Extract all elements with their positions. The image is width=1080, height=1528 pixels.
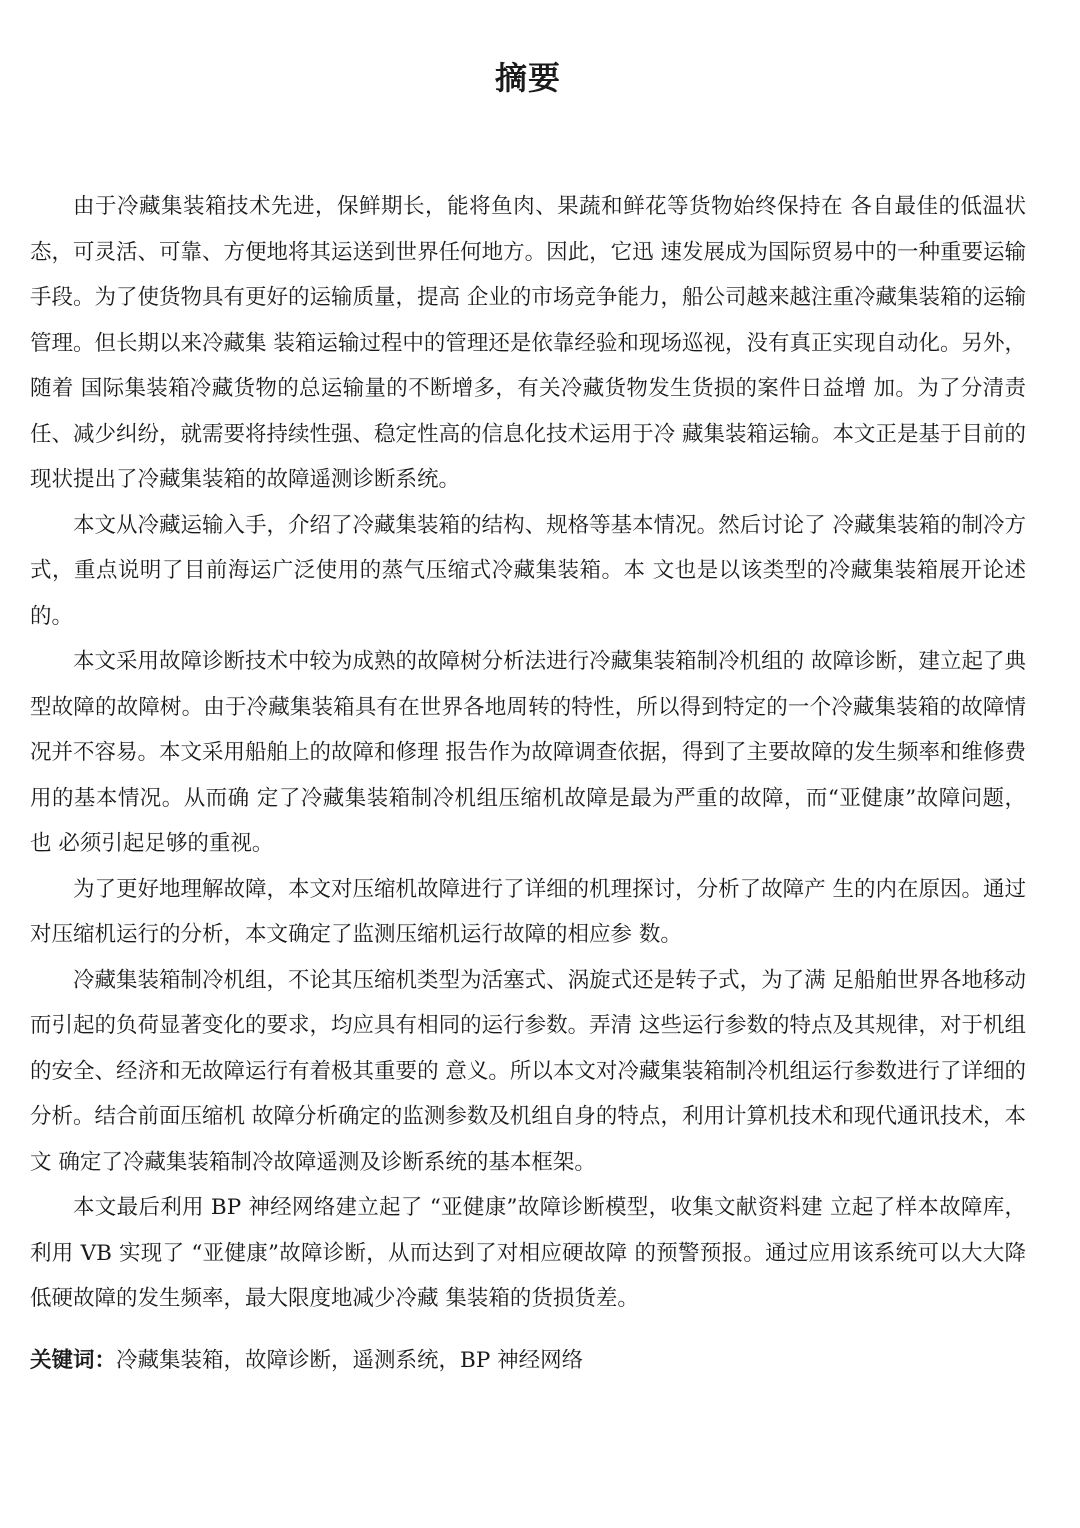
abstract-paragraph-5: 冷藏集装箱制冷机组，不论其压缩机类型为活塞式、涡旋式还是转子式，为了满 足船舶世界各地移动而引起的负荷显著变化的要求，均应具有相同的运行参数。弄清 这些运行参数的特点及其规律，对于机组的安全、经济和无故障运行有着极其重要的 意义。所以本文对冷藏集装箱制冷机组运行参数进行了详细的分析。结合前面压缩机 故障分析确定的监测参数及机组自身的特点，利用计算机技术和现代通讯技术，本文 确定了冷藏集装箱制冷故障遥测及诊断系统的基本框架。: [30, 967, 1026, 1175]
abstract-paragraph-4: 为了更好地理解故障，本文对压缩机故障进行了详细的机理探讨，分析了故障产 生的内在原因。通过对压缩机运行的分析，本文确定了监测压缩机运行故障的相应参 数。: [30, 876, 1026, 947]
abstract-body: [30, 184, 1026, 1322]
abstract-paragraph-6: 本文最后利用 BP 神经网络建立起了 “亚健康”故障诊断模型，收集文献资料建 立起了样本故障库，利用 VB 实现了 “亚健康”故障诊断，从而达到了对相应硬故障 的预警预报。通过应用该系统可以大大降低硬故障的发生频率，最大限度地减少冷藏 集装箱的货损货差。: [30, 1195, 1026, 1311]
keywords-value: 冷藏集装箱，故障诊断，遥测系统，BP 神经网络: [116, 1347, 584, 1373]
page-title: 摘要: [494, 59, 561, 97]
abstract-paragraph-3: 本文采用故障诊断技术中较为成熟的故障树分析法进行冷藏集装箱制冷机组的 故障诊断，建立起了典型故障的故障树。由于冷藏集装箱具有在世界各地周转的特性，所以得到特定的一个冷藏集装箱的故障情况并不容易。本文采用船舶上的故障和修理 报告作为故障调查依据，得到了主要故障的发生频率和维修费用的基本情况。从而确 定了冷藏集装箱制冷机组压缩机故障是最为严重的故障，而“亚健康”故障问题，也 必须引起足够的重视。: [30, 649, 1026, 856]
keywords-label: 关键词：: [30, 1347, 117, 1373]
keywords-line: [30, 1338, 1026, 1384]
abstract-paragraph-2: 本文从冷藏运输入手，介绍了冷藏集装箱的结构、规格等基本情况。然后讨论了 冷藏集装箱的制冷方式，重点说明了目前海运广泛使用的蒸气压缩式冷藏集装箱。本 文也是以该类型的冷藏集装箱展开论述的。: [30, 512, 1026, 629]
abstract-paragraph-1: 由于冷藏集装箱技术先进，保鲜期长，能将鱼肉、果蔬和鲜花等货物始终保持在 各自最佳的低温状态，可灵活、可靠、方便地将其运送到世界任何地方。因此，它迅 速发展成为国际贸易中的一种重要运输手段。为了使货物具有更好的运输质量，提高 企业的市场竞争能力，船公司越来越注重冷藏集装箱的运输管理。但长期以来冷藏集 装箱运输过程中的管理还是依靠经验和现场巡视，没有真正实现自动化。另外，随着 国际集装箱冷藏货物的总运输量的不断增多，有关冷藏货物发生货损的案件日益增 加。为了分清责任、减少纠纷，就需要将持续性强、稳定性高的信息化技术运用于冷 藏集装箱运输。本文正是基于目前的现状提出了冷藏集装箱的故障遥测诊断系统。: [30, 194, 1026, 492]
